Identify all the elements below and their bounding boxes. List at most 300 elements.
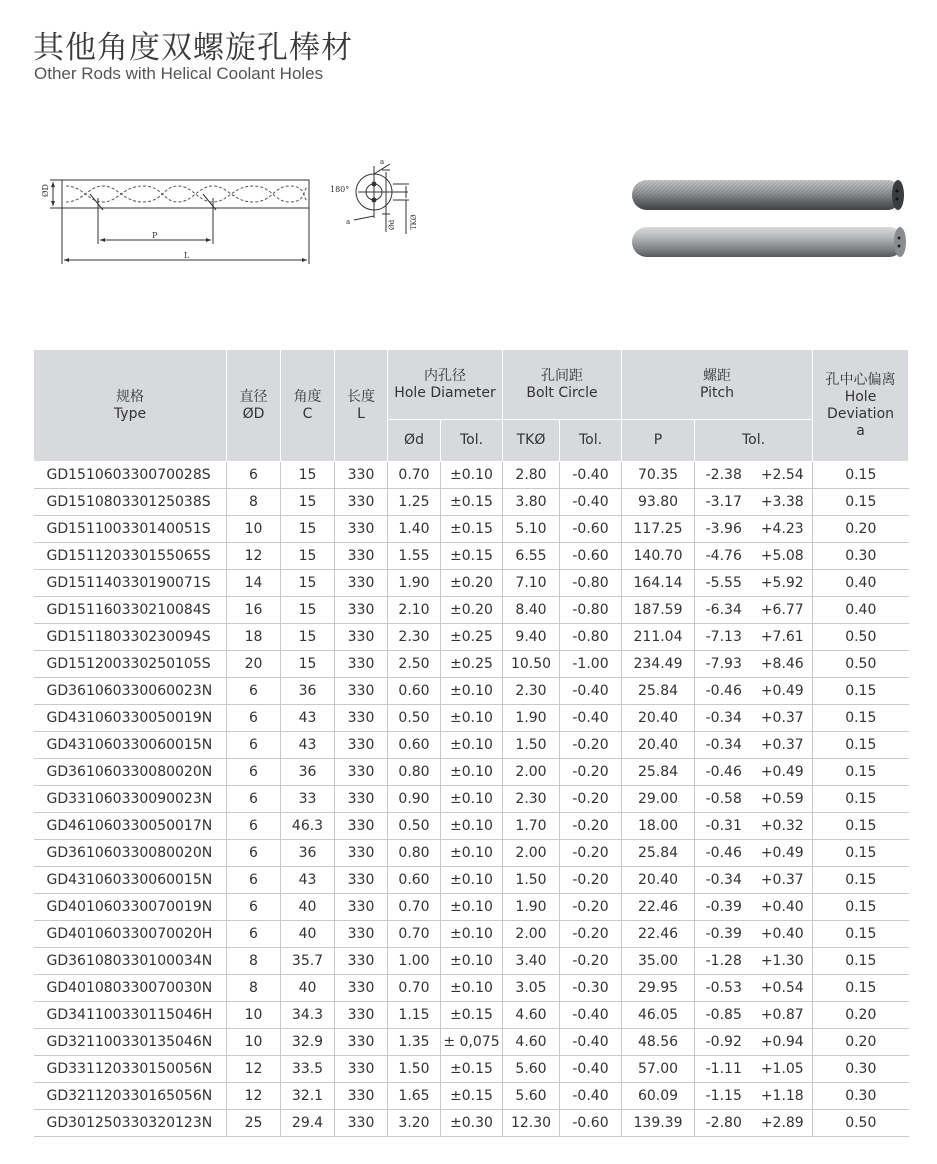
cell-tk-tol: -0.40	[560, 1083, 622, 1110]
cell-deviation: 0.50	[813, 1110, 909, 1137]
l-label: L	[184, 251, 190, 260]
subheader-pitch-p: P	[622, 420, 695, 462]
cell-diameter: 6	[227, 867, 281, 894]
cell-tk: 1.50	[503, 867, 560, 894]
cell-pitch-tol-plus: +1.05	[753, 1056, 813, 1083]
cell-pitch-tol-minus: -0.34	[695, 705, 753, 732]
cell-diameter: 6	[227, 786, 281, 813]
cell-length: 330	[335, 921, 388, 948]
cell-pitch-tol-minus: -0.58	[695, 786, 753, 813]
cell-type: GD151160330210084S	[34, 597, 227, 624]
cell-hole-d: 0.60	[388, 678, 441, 705]
cell-deviation: 0.15	[813, 921, 909, 948]
cell-angle: 36	[281, 840, 335, 867]
cell-hole-d: 2.10	[388, 597, 441, 624]
cell-deviation: 0.15	[813, 840, 909, 867]
cell-pitch-tol-minus: -3.17	[695, 489, 753, 516]
cell-deviation: 0.20	[813, 1029, 909, 1056]
cell-hole-tol: ±0.15	[441, 489, 503, 516]
cell-tk-tol: -0.20	[560, 786, 622, 813]
cell-pitch-tol-minus: -4.76	[695, 543, 753, 570]
cell-pitch-tol-minus: -0.34	[695, 867, 753, 894]
subheader-hole-tol: Tol.	[441, 420, 503, 462]
cell-pitch-p: 18.00	[622, 813, 695, 840]
cell-tk-tol: -0.40	[560, 1029, 622, 1056]
table-row	[34, 462, 909, 489]
table-row	[34, 651, 909, 678]
cell-length: 330	[335, 1110, 388, 1137]
cell-tk-tol: -0.40	[560, 1002, 622, 1029]
cell-angle: 15	[281, 597, 335, 624]
cell-tk-tol: -0.20	[560, 813, 622, 840]
cell-hole-d: 1.15	[388, 1002, 441, 1029]
rod-bottom	[632, 227, 906, 257]
cell-type: GD151100330140051S	[34, 516, 227, 543]
cell-angle: 43	[281, 732, 335, 759]
cell-pitch-tol-minus: -0.46	[695, 678, 753, 705]
table-row	[34, 705, 909, 732]
cell-hole-d: 0.80	[388, 840, 441, 867]
cell-hole-tol: ±0.10	[441, 732, 503, 759]
cell-type: GD331060330090023N	[34, 786, 227, 813]
cell-tk: 5.60	[503, 1056, 560, 1083]
cell-hole-tol: ±0.10	[441, 759, 503, 786]
cell-pitch-tol-minus: -0.39	[695, 921, 753, 948]
cell-hole-tol: ±0.10	[441, 462, 503, 489]
cell-length: 330	[335, 1056, 388, 1083]
cell-pitch-p: 29.95	[622, 975, 695, 1002]
cell-pitch-p: 25.84	[622, 678, 695, 705]
cell-pitch-tol-plus: +2.54	[753, 462, 813, 489]
cell-pitch-p: 48.56	[622, 1029, 695, 1056]
cell-type: GD301250330320123N	[34, 1110, 227, 1137]
cell-tk-tol: -0.20	[560, 759, 622, 786]
cell-pitch-p: 22.46	[622, 921, 695, 948]
cell-pitch-tol-plus: +0.49	[753, 759, 813, 786]
cell-length: 330	[335, 462, 388, 489]
cell-tk: 6.55	[503, 543, 560, 570]
cell-pitch-tol-minus: -0.46	[695, 759, 753, 786]
cell-hole-tol: ±0.10	[441, 948, 503, 975]
cell-pitch-tol-minus: -0.46	[695, 840, 753, 867]
table-row	[34, 624, 909, 651]
cell-pitch-p: 164.14	[622, 570, 695, 597]
cell-hole-tol: ±0.10	[441, 921, 503, 948]
cell-pitch-p: 187.59	[622, 597, 695, 624]
cell-hole-d: 0.90	[388, 786, 441, 813]
header-length: 长度 L	[335, 350, 388, 462]
cell-tk-tol: -0.60	[560, 1110, 622, 1137]
header-bolt-circle: 孔间距 Bolt Circle	[503, 350, 622, 420]
cell-type: GD151060330070028S	[34, 462, 227, 489]
cell-length: 330	[335, 867, 388, 894]
table-row	[34, 948, 909, 975]
cell-pitch-tol-minus: -7.93	[695, 651, 753, 678]
cell-diameter: 12	[227, 543, 281, 570]
cell-angle: 15	[281, 462, 335, 489]
cell-pitch-tol-plus: +6.77	[753, 597, 813, 624]
cell-deviation: 0.15	[813, 462, 909, 489]
cell-hole-d: 0.60	[388, 867, 441, 894]
cell-angle: 43	[281, 705, 335, 732]
cell-pitch-tol-plus: +0.54	[753, 975, 813, 1002]
cell-tk-tol: -0.20	[560, 948, 622, 975]
table-row	[34, 786, 909, 813]
cell-angle: 32.9	[281, 1029, 335, 1056]
cell-tk: 12.30	[503, 1110, 560, 1137]
table-row	[34, 813, 909, 840]
cell-diameter: 6	[227, 705, 281, 732]
cell-tk: 3.80	[503, 489, 560, 516]
cell-tk-tol: -0.40	[560, 705, 622, 732]
cell-type: GD461060330050017N	[34, 813, 227, 840]
angle-label: 180°	[330, 185, 350, 194]
cell-pitch-p: 93.80	[622, 489, 695, 516]
cell-hole-d: 1.90	[388, 570, 441, 597]
cell-pitch-p: 234.49	[622, 651, 695, 678]
cell-deviation: 0.30	[813, 1083, 909, 1110]
cell-hole-tol: ±0.20	[441, 597, 503, 624]
cell-type: GD151200330250105S	[34, 651, 227, 678]
cell-hole-tol: ±0.10	[441, 894, 503, 921]
cell-hole-tol: ±0.15	[441, 1056, 503, 1083]
cell-hole-d: 0.50	[388, 813, 441, 840]
table-row	[34, 489, 909, 516]
cell-length: 330	[335, 894, 388, 921]
cell-diameter: 18	[227, 624, 281, 651]
cell-type: GD401080330070030N	[34, 975, 227, 1002]
subheader-tk-tol: Tol.	[560, 420, 622, 462]
cell-length: 330	[335, 651, 388, 678]
cell-length: 330	[335, 1029, 388, 1056]
cell-angle: 29.4	[281, 1110, 335, 1137]
cell-diameter: 8	[227, 975, 281, 1002]
cell-pitch-tol-plus: +1.30	[753, 948, 813, 975]
cell-pitch-tol-plus: +2.89	[753, 1110, 813, 1137]
cell-angle: 33.5	[281, 1056, 335, 1083]
cell-pitch-tol-minus: -2.38	[695, 462, 753, 489]
bolt-circle-label: TKØ	[410, 214, 418, 230]
cell-angle: 32.1	[281, 1083, 335, 1110]
cell-hole-tol: ±0.10	[441, 678, 503, 705]
cell-pitch-tol-plus: +0.40	[753, 894, 813, 921]
cell-tk: 5.60	[503, 1083, 560, 1110]
cell-deviation: 0.15	[813, 489, 909, 516]
cell-pitch-tol-minus: -0.53	[695, 975, 753, 1002]
cell-type: GD341100330115046H	[34, 1002, 227, 1029]
cell-tk-tol: -0.60	[560, 516, 622, 543]
specification-table	[33, 349, 909, 1137]
table-row	[34, 1002, 909, 1029]
table-row	[34, 1083, 909, 1110]
cell-type: GD321100330135046N	[34, 1029, 227, 1056]
cell-deviation: 0.15	[813, 975, 909, 1002]
cell-length: 330	[335, 840, 388, 867]
cell-hole-d: 0.70	[388, 921, 441, 948]
cell-deviation: 0.15	[813, 705, 909, 732]
table-row	[34, 732, 909, 759]
table-row	[34, 840, 909, 867]
page-subtitle: Other Rods with Helical Coolant Holes	[34, 64, 324, 83]
cell-tk: 2.00	[503, 840, 560, 867]
page-title: 其他角度双螺旋孔棒材	[33, 30, 353, 66]
cell-hole-d: 1.50	[388, 1056, 441, 1083]
cell-deviation: 0.15	[813, 813, 909, 840]
cell-tk: 1.90	[503, 894, 560, 921]
cell-length: 330	[335, 516, 388, 543]
cell-deviation: 0.30	[813, 1056, 909, 1083]
cell-hole-d: 1.35	[388, 1029, 441, 1056]
cell-length: 330	[335, 705, 388, 732]
cell-tk-tol: -0.80	[560, 570, 622, 597]
cell-pitch-tol-plus: +0.87	[753, 1002, 813, 1029]
cell-pitch-tol-minus: -0.31	[695, 813, 753, 840]
cell-length: 330	[335, 759, 388, 786]
cell-pitch-p: 20.40	[622, 732, 695, 759]
cell-type: GD361060330080020N	[34, 840, 227, 867]
cell-diameter: 6	[227, 462, 281, 489]
cell-hole-tol: ±0.20	[441, 570, 503, 597]
cell-length: 330	[335, 786, 388, 813]
cell-tk: 4.60	[503, 1002, 560, 1029]
cell-hole-tol: ±0.15	[441, 516, 503, 543]
cell-tk: 1.70	[503, 813, 560, 840]
cell-pitch-tol-plus: +7.61	[753, 624, 813, 651]
cell-tk-tol: -0.40	[560, 489, 622, 516]
cell-pitch-tol-plus: +0.37	[753, 705, 813, 732]
cell-pitch-tol-plus: +4.23	[753, 516, 813, 543]
cell-length: 330	[335, 597, 388, 624]
cell-angle: 40	[281, 975, 335, 1002]
cell-hole-tol: ±0.10	[441, 840, 503, 867]
cell-length: 330	[335, 570, 388, 597]
cell-pitch-p: 20.40	[622, 867, 695, 894]
cell-angle: 33	[281, 786, 335, 813]
cell-diameter: 16	[227, 597, 281, 624]
cell-length: 330	[335, 975, 388, 1002]
cell-type: GD151080330125038S	[34, 489, 227, 516]
cell-pitch-p: 57.00	[622, 1056, 695, 1083]
subheader-hole-d: Ød	[388, 420, 441, 462]
cell-tk: 2.80	[503, 462, 560, 489]
header-pitch: 螺距 Pitch	[622, 350, 813, 420]
table-body	[34, 462, 909, 1137]
table-row	[34, 543, 909, 570]
deviation-label-top: a	[380, 158, 385, 166]
cell-deviation: 0.15	[813, 867, 909, 894]
cell-tk: 4.60	[503, 1029, 560, 1056]
cell-diameter: 10	[227, 516, 281, 543]
header-hole-diameter: 内孔径 Hole Diameter	[388, 350, 503, 420]
cell-type: GD401060330070019N	[34, 894, 227, 921]
cell-pitch-p: 46.05	[622, 1002, 695, 1029]
cell-angle: 34.3	[281, 1002, 335, 1029]
subheader-pitch-tol: Tol.	[695, 420, 813, 462]
cell-pitch-tol-minus: -6.34	[695, 597, 753, 624]
cell-type: GD361080330100034N	[34, 948, 227, 975]
cell-pitch-p: 22.46	[622, 894, 695, 921]
cell-diameter: 12	[227, 1083, 281, 1110]
cell-deviation: 0.20	[813, 516, 909, 543]
cell-tk-tol: -0.20	[560, 840, 622, 867]
cell-tk-tol: -0.40	[560, 462, 622, 489]
cell-diameter: 10	[227, 1002, 281, 1029]
cell-deviation: 0.15	[813, 894, 909, 921]
cell-length: 330	[335, 732, 388, 759]
table-row	[34, 678, 909, 705]
cell-length: 330	[335, 624, 388, 651]
cell-deviation: 0.20	[813, 1002, 909, 1029]
cell-tk: 2.30	[503, 786, 560, 813]
cell-deviation: 0.15	[813, 948, 909, 975]
cell-tk-tol: -0.20	[560, 867, 622, 894]
cell-tk: 5.10	[503, 516, 560, 543]
cell-pitch-tol-plus: +0.32	[753, 813, 813, 840]
subheader-tk: TKØ	[503, 420, 560, 462]
cell-hole-d: 2.30	[388, 624, 441, 651]
cell-pitch-tol-plus: +8.46	[753, 651, 813, 678]
cell-hole-tol: ±0.15	[441, 543, 503, 570]
cell-length: 330	[335, 948, 388, 975]
table-row	[34, 597, 909, 624]
cell-pitch-p: 70.35	[622, 462, 695, 489]
cell-hole-d: 1.55	[388, 543, 441, 570]
cell-angle: 46.3	[281, 813, 335, 840]
cell-tk-tol: -1.00	[560, 651, 622, 678]
rod-product-image	[630, 172, 910, 262]
cell-pitch-tol-minus: -0.85	[695, 1002, 753, 1029]
cell-length: 330	[335, 1083, 388, 1110]
cell-diameter: 6	[227, 921, 281, 948]
table-row	[34, 1110, 909, 1137]
cell-hole-tol: ±0.10	[441, 975, 503, 1002]
cell-pitch-p: 211.04	[622, 624, 695, 651]
deviation-label-bottom: a	[346, 218, 351, 226]
cell-hole-tol: ±0.15	[441, 1002, 503, 1029]
cell-angle: 15	[281, 570, 335, 597]
cell-diameter: 6	[227, 813, 281, 840]
cell-pitch-tol-plus: +5.92	[753, 570, 813, 597]
cell-pitch-p: 25.84	[622, 759, 695, 786]
cell-tk-tol: -0.30	[560, 975, 622, 1002]
cell-deviation: 0.40	[813, 597, 909, 624]
cell-hole-tol: ±0.10	[441, 705, 503, 732]
cell-pitch-tol-minus: -0.34	[695, 732, 753, 759]
cell-tk: 10.50	[503, 651, 560, 678]
cell-tk-tol: -0.20	[560, 732, 622, 759]
cell-angle: 43	[281, 867, 335, 894]
cell-length: 330	[335, 489, 388, 516]
od-label: ØD	[41, 184, 50, 197]
cell-angle: 15	[281, 624, 335, 651]
cell-pitch-tol-plus: +3.38	[753, 489, 813, 516]
cell-deviation: 0.15	[813, 678, 909, 705]
cell-hole-d: 0.70	[388, 894, 441, 921]
cell-tk: 1.90	[503, 705, 560, 732]
header-type: 规格 Type	[34, 350, 227, 462]
cell-type: GD431060330050019N	[34, 705, 227, 732]
cell-pitch-p: 25.84	[622, 840, 695, 867]
cell-hole-tol: ±0.25	[441, 624, 503, 651]
cell-tk-tol: -0.20	[560, 921, 622, 948]
cell-hole-tol: ±0.30	[441, 1110, 503, 1137]
cell-hole-d: 1.40	[388, 516, 441, 543]
cell-pitch-tol-minus: -2.80	[695, 1110, 753, 1137]
cell-angle: 15	[281, 651, 335, 678]
cell-hole-tol: ±0.10	[441, 786, 503, 813]
cell-hole-d: 1.65	[388, 1083, 441, 1110]
cell-type: GD151120330155065S	[34, 543, 227, 570]
cell-diameter: 6	[227, 894, 281, 921]
cell-diameter: 6	[227, 678, 281, 705]
table-row	[34, 975, 909, 1002]
cell-hole-d: 0.60	[388, 732, 441, 759]
cell-diameter: 14	[227, 570, 281, 597]
cell-pitch-p: 35.00	[622, 948, 695, 975]
cell-hole-d: 0.70	[388, 975, 441, 1002]
cell-angle: 15	[281, 516, 335, 543]
cell-deviation: 0.15	[813, 732, 909, 759]
cell-type: GD431060330060015N	[34, 867, 227, 894]
cell-deviation: 0.50	[813, 624, 909, 651]
cell-pitch-tol-minus: -1.11	[695, 1056, 753, 1083]
cell-hole-tol: ±0.10	[441, 867, 503, 894]
cell-pitch-p: 29.00	[622, 786, 695, 813]
cell-hole-d: 0.50	[388, 705, 441, 732]
cell-type: GD361060330080020N	[34, 759, 227, 786]
cell-type: GD331120330150056N	[34, 1056, 227, 1083]
cell-pitch-tol-plus: +1.18	[753, 1083, 813, 1110]
cell-hole-d: 0.70	[388, 462, 441, 489]
cell-hole-tol: ±0.15	[441, 1083, 503, 1110]
cell-hole-d: 3.20	[388, 1110, 441, 1137]
cell-diameter: 6	[227, 732, 281, 759]
table-row	[34, 759, 909, 786]
cell-type: GD361060330060023N	[34, 678, 227, 705]
cell-pitch-tol-minus: -0.92	[695, 1029, 753, 1056]
cell-pitch-tol-minus: -7.13	[695, 624, 753, 651]
cell-angle: 40	[281, 921, 335, 948]
cell-deviation: 0.15	[813, 759, 909, 786]
cell-pitch-tol-minus: -1.15	[695, 1083, 753, 1110]
cell-angle: 35.7	[281, 948, 335, 975]
table-row	[34, 921, 909, 948]
table-row	[34, 516, 909, 543]
cell-tk-tol: -0.40	[560, 678, 622, 705]
cell-diameter: 25	[227, 1110, 281, 1137]
cell-tk: 8.40	[503, 597, 560, 624]
cell-tk: 7.10	[503, 570, 560, 597]
cell-length: 330	[335, 678, 388, 705]
cell-pitch-tol-plus: +0.94	[753, 1029, 813, 1056]
cell-angle: 36	[281, 759, 335, 786]
cell-type: GD151180330230094S	[34, 624, 227, 651]
cell-diameter: 8	[227, 948, 281, 975]
cell-tk: 3.40	[503, 948, 560, 975]
cell-pitch-tol-plus: +0.49	[753, 678, 813, 705]
cell-pitch-tol-plus: +0.37	[753, 867, 813, 894]
cell-tk: 2.00	[503, 759, 560, 786]
cell-diameter: 8	[227, 489, 281, 516]
cell-hole-d: 1.00	[388, 948, 441, 975]
cell-pitch-tol-plus: +5.08	[753, 543, 813, 570]
cell-tk: 9.40	[503, 624, 560, 651]
cell-pitch-p: 117.25	[622, 516, 695, 543]
cell-hole-tol: ±0.25	[441, 651, 503, 678]
cell-tk-tol: -0.40	[560, 1056, 622, 1083]
header-diameter: 直径 ØD	[227, 350, 281, 462]
p-label: P	[152, 231, 158, 240]
